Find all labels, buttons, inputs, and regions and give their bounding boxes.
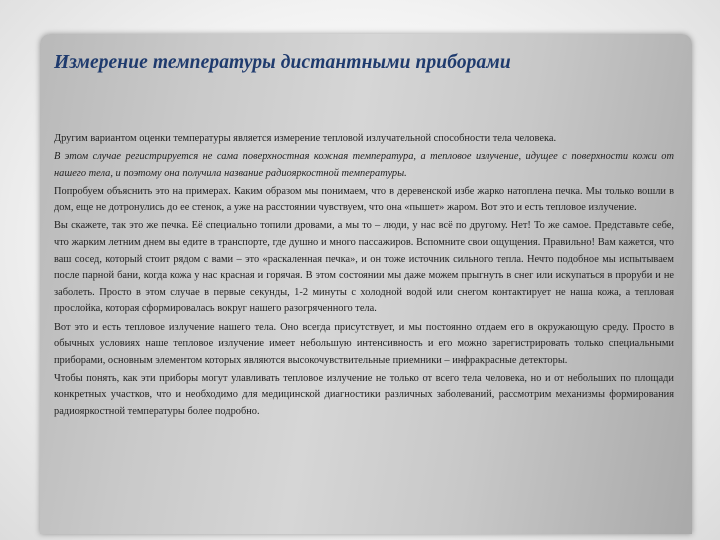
paragraph-3: Попробуем объяснить это на примерах. Каким образом мы понимаем, что в деревенской избе жарко натоплена печка. Мы только вошли в дом, еще не дотронулись до ее стенок, а уже на расстоянии чувствуем, что она «пышет» жаром. Вот это и есть тепловое излучение. xyxy=(54,185,674,214)
slide-title: Измерение температуры дистантными приборами xyxy=(54,52,511,73)
paragraph-1: Другим вариантом оценки температуры является измерение тепловой излучательной способности тела человека. xyxy=(54,133,557,144)
slide-panel xyxy=(40,34,692,534)
paragraph-6: Чтобы понять, как эти приборы могут улавливать тепловое излучение не только от всего тела человека, но и от небольших по площади конкретных участков, что и необходимо для медицинской диагностики различных заболеваний, рассмотрим механизмы формирования радиояркостной температуры более подробно. xyxy=(54,372,674,417)
paragraph-4: Вы скажете, так это же печка. Её специально топили дровами, а мы то – люди, у нас всё по другому. Нет! То же самое. Представьте себе, что жарким летним днем вы едите в транспорте, где душно и много пассажиров. Вспомните свои ощущения. Правильно! Вам кажется, что ваш сосед, который стоит рядом с вами – это «раскаленная печка», и он тоже источник сильного тепла. Нечто подобное мы испытываем после парной бани, когда кожа у нас красная и горячая. В этом состоянии мы даже можем прыгнуть в снег или искупаться в проруби и не заболеть. Просто в этом случае в первые секунды, 1-2 минуты с холодной водой или снегом контактирует не наша кожа, а тепловая прослойка, которая сформировалась вокруг нашего разогряченного тела. xyxy=(54,220,674,315)
slide-body xyxy=(54,131,674,422)
paragraph-2: В этом случае регистрируется не сама поверхностная кожная температура, а тепловое излучение, идущее с поверхности кожи от нашего тела, и поэтому она получила название радиояркостной температуры. xyxy=(54,151,674,179)
paragraph-5: Вот это и есть тепловое излучение нашего тела. Оно всегда присутствует, и мы постоянно отдаем его в окружающую среду. Просто в обычных условиях наше тепловое излучение имеет небольшую интенсивность и его можно зарегистрировать только специальными приборами, основным элементом которых являются высокочувствительные приемники – инфракрасные детекторы. xyxy=(54,321,674,366)
